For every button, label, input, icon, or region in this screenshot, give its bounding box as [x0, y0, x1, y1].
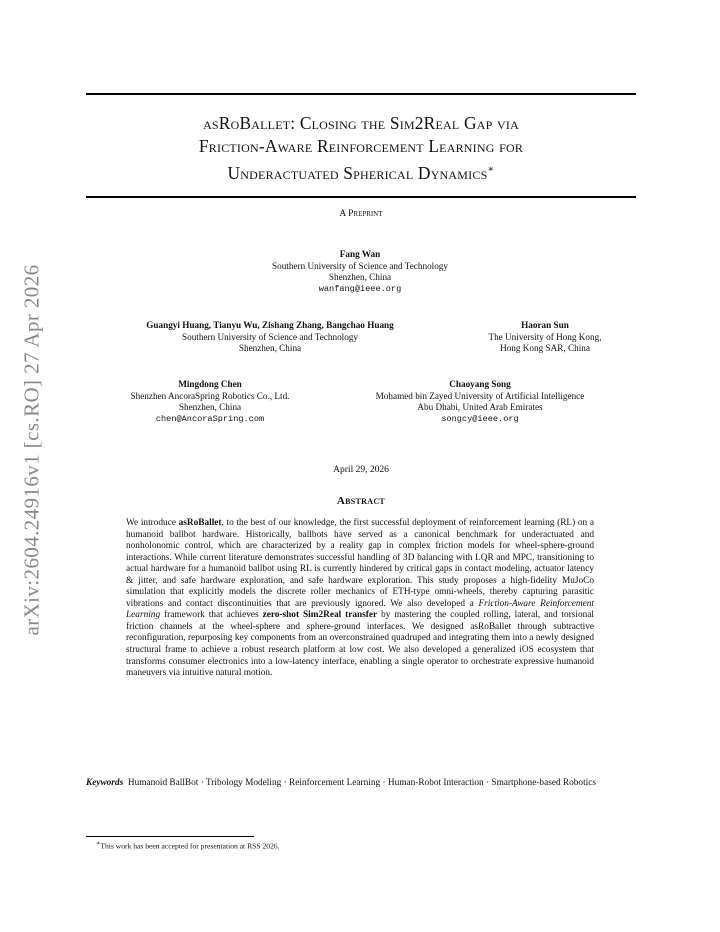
zero-shot-phrase: zero-shot Sim2Real transfer: [262, 610, 378, 621]
author-block-4: [100, 379, 320, 425]
paper-date: April 29, 2026: [333, 465, 389, 475]
author-affiliation: Mohamed bin Zayed University of Artificial Intelligence: [375, 390, 585, 401]
author-block-5: [340, 379, 620, 425]
framework-name: Friction-Aware Reinforcement Learning: [126, 598, 594, 621]
footnote-mark: ∗: [96, 840, 101, 847]
title-line-1: asRoBallet: Closing the Sim2Real Gap via: [203, 113, 519, 133]
paper-title: [86, 112, 636, 185]
title-top-rule: [86, 93, 636, 95]
abstract-heading: Abstract: [336, 495, 386, 507]
keywords-list: Humanoid BallBot · Tribology Modeling · Reinforcement Learning · Human-Robot Interaction · Smartphone-based Robotics: [127, 778, 596, 788]
author-name: Haoran Sun: [521, 320, 569, 330]
author-location: Shenzhen, China: [238, 343, 302, 354]
author-block-2: [100, 320, 440, 355]
author-location: Hong Kong SAR, China: [500, 343, 590, 354]
author-affiliation: The University of Hong Kong,: [488, 331, 602, 342]
title-footnote-mark: ∗: [487, 164, 495, 175]
author-email[interactable]: wanfang@ieee.org: [318, 283, 402, 294]
author-location: Shenzhen, China: [178, 402, 242, 413]
title-line-3: Underactuated Spherical Dynamics∗: [227, 162, 495, 183]
title-line-2: Friction-Aware Reinforcement Learning for: [198, 136, 524, 156]
footnote: [96, 840, 280, 851]
keywords: [86, 777, 636, 789]
footnote-rule: [86, 836, 254, 837]
preprint-label: A Preprint: [339, 209, 383, 219]
title-bottom-rule: [86, 196, 636, 198]
arxiv-stamp: arXiv:2604.24916v1 [cs.RO] 27 Apr 2026: [19, 264, 44, 636]
author-block-1: [210, 249, 510, 295]
author-name: Guangyi Huang, Tianyu Wu, Zishang Zhang, Bangchao Huang: [146, 320, 394, 330]
author-location: Abu Dhabi, United Arab Emirates: [417, 402, 543, 413]
author-affiliation: Southern University of Science and Technology: [181, 331, 358, 342]
system-name: asRoBallet: [178, 518, 222, 528]
author-affiliation: Southern University of Science and Technology: [271, 260, 448, 271]
author-email[interactable]: chen@AncoraSpring.com: [155, 413, 265, 424]
author-affiliation: Shenzhen AncoraSpring Robotics Co., Ltd.: [130, 390, 290, 401]
author-name: Mingdong Chen: [178, 379, 242, 389]
author-email[interactable]: songcy@ieee.org: [441, 413, 519, 424]
author-name: Fang Wan: [339, 249, 381, 259]
author-location: Shenzhen, China: [328, 272, 392, 283]
footnote-text: This work has been accepted for presentation at RSS 2026.: [100, 841, 280, 851]
author-name: Chaoyang Song: [449, 379, 511, 389]
keywords-label: Keywords: [86, 778, 124, 788]
author-block-3: [445, 320, 645, 355]
abstract-body: We introduce asRoBallet, to the best of our knowledge, the first successful deployment of reinforcement learning (RL) on a humanoid ballbot hardware. Historically, ballbots have served as a canonical benchmark for underactuated and nonholonomic control, which are characterized by a reality gap in complex friction models for wheel-sphere-ground interactions. While current literature demonstrates successful handling of 3D balancing with LQR and MPC, transitioning to actual hardware for a humanoid ballbot using RL is currently hindered by critical gaps in contact modeling, actuator latency & jitter, and safe hardware exploration, and safe hardware exploration. This study proposes a high-fidelity MuJoCo simulation that explicitly models the discrete roller mechanics of ETH-type omni-wheels, thereby capturing parasitic vibrations and contact discontinuities that are previously ignored. We also developed a Friction-Aware Reinforcement Learning framework that achieves zero-shot Sim2Real transfer by mastering the coupled rolling, lateral, and torsional friction channels at the wheel-sphere and sphere-ground interfaces. We designed asRoBallet through subtractive reconfiguration, repurposing key components from an overconstrained quadruped and integrating them into a newly designed structural frame to achieve a robust research platform at low cost. We also developed a generalized iOS ecosystem that transforms consumer electronics into a low-latency interface, enabling a single operator to orchestrate expressive humanoid maneuvers via intuitive natural motion.: [126, 518, 594, 679]
